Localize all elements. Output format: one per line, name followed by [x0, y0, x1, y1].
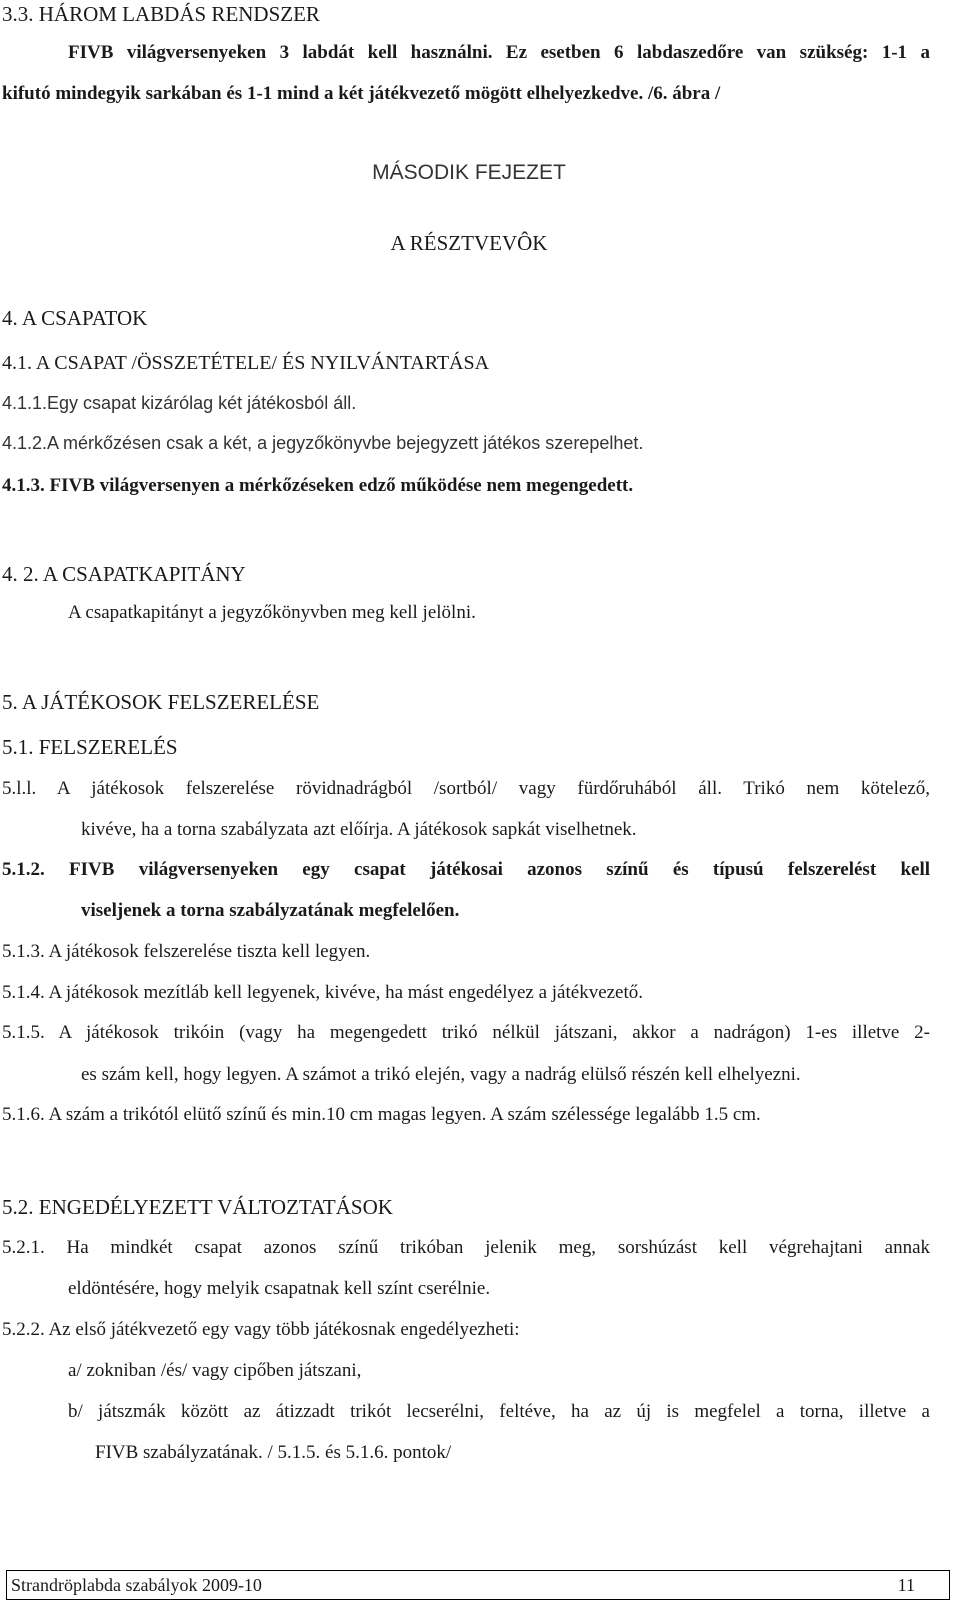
section-5-1-title: 5.1. FELSZERELÉS [2, 735, 178, 759]
section-5-2-title: 5.2. ENGEDÉLYEZETT VÁLTOZTATÁSOK [2, 1195, 393, 1219]
item-5-1-5-line-1: 5.1.5. A játékosok trikóin (vagy ha megengedett trikó nélkül játszani, akkor a nadrágon) 1-es illetve 2- [2, 1022, 930, 1043]
section-3-3-line-1: FIVB világversenyeken 3 labdát kell használni. Ez esetben 6 labdaszedőre van szükség: 1-1 a [68, 42, 930, 63]
section-4-2-title: 4. 2. A CSAPATKAPITÁNY [2, 562, 246, 586]
chapter-subtitle: A RÉSZTVEVÔK [390, 231, 548, 255]
item-4-1-3: 4.1.3. FIVB világversenyen a mérkőzéseken edző működése nem megengedett. [2, 475, 634, 496]
item-5-1-1-line-1: 5.l.l. A játékosok felszerelése rövidnadrágból /sortból/ vagy fürdőruhából áll. Trikó nem kötelező, [2, 778, 930, 799]
page-number: 11 [897, 1575, 915, 1595]
item-4-1-1: 4.1.1.Egy csapat kizárólag két játékosból áll. [2, 393, 357, 413]
section-4-2-text: A csapatkapitányt a jegyzőkönyvben meg kell jelölni. [68, 602, 476, 623]
item-5-2-2: 5.2.2. Az első játékvezető egy vagy több játékosnak engedélyezheti: [2, 1319, 520, 1340]
chapter-title: MÁSODIK FEJEZET [372, 161, 566, 184]
footer-title: Strandröplabda szabályok 2009-10 [11, 1575, 262, 1595]
item-5-1-5-line-2: es szám kell, hogy legyen. A számot a trikó elején, vagy a nadrág elülső részén kell elhelyezni. [81, 1064, 801, 1085]
item-4-1-2: 4.1.2.A mérkőzésen csak a két, a jegyzőkönyvbe bejegyzett játékos szerepelhet. [2, 433, 644, 453]
section-4-title: 4. A CSAPATOK [2, 306, 148, 330]
item-5-2-1-line-1: 5.2.1. Ha mindkét csapat azonos színű trikóban jelenik meg, sorshúzást kell végrehajtani annak [2, 1237, 930, 1258]
section-5-title: 5. A JÁTÉKOSOK FELSZERELÉSE [2, 690, 320, 714]
section-4-1-title: 4.1. A CSAPAT /ÖSSZETÉTELE/ ÉS NYILVÁNTARTÁSA [2, 352, 490, 374]
item-5-1-2-line-1: 5.1.2. FIVB világversenyeken egy csapat játékosai azonos színű és típusú felszerelést kell [2, 859, 930, 880]
item-5-2-2-b-line-1: b/ játszmák között az átizzadt trikót lecserélni, feltéve, ha az új is megfelel a torna, illetve a [68, 1401, 930, 1422]
section-3-3-title: 3.3. HÁROM LABDÁS RENDSZER [2, 2, 320, 26]
item-5-2-1-line-2: eldöntésére, hogy melyik csapatnak kell színt cserélnie. [68, 1278, 491, 1299]
item-5-1-4: 5.1.4. A játékosok mezítláb kell legyenek, kivéve, ha mást engedélyez a játékvezető. [2, 982, 644, 1003]
item-5-1-2-line-2: viseljenek a torna szabályzatának megfelelően. [81, 900, 460, 921]
section-3-3-line-2: kifutó mindegyik sarkában és 1-1 mind a két játékvezető mögött elhelyezkedve. /6. ábra / [2, 83, 721, 104]
item-5-1-3: 5.1.3. A játékosok felszerelése tiszta kell legyen. [2, 941, 371, 962]
item-5-1-1-line-2: kivéve, ha a torna szabályzata azt előírja. A játékosok sapkát viselhetnek. [81, 819, 637, 840]
item-5-1-6: 5.1.6. A szám a trikótól elütő színű és min.10 cm magas legyen. A szám szélessége legalább 1.5 cm. [2, 1104, 761, 1125]
page-footer [6, 1570, 950, 1600]
item-5-2-2-b-line-2: FIVB szabályzatának. / 5.1.5. és 5.1.6. pontok/ [95, 1442, 452, 1463]
item-5-2-2-a: a/ zokniban /és/ vagy cipőben játszani, [68, 1360, 362, 1381]
